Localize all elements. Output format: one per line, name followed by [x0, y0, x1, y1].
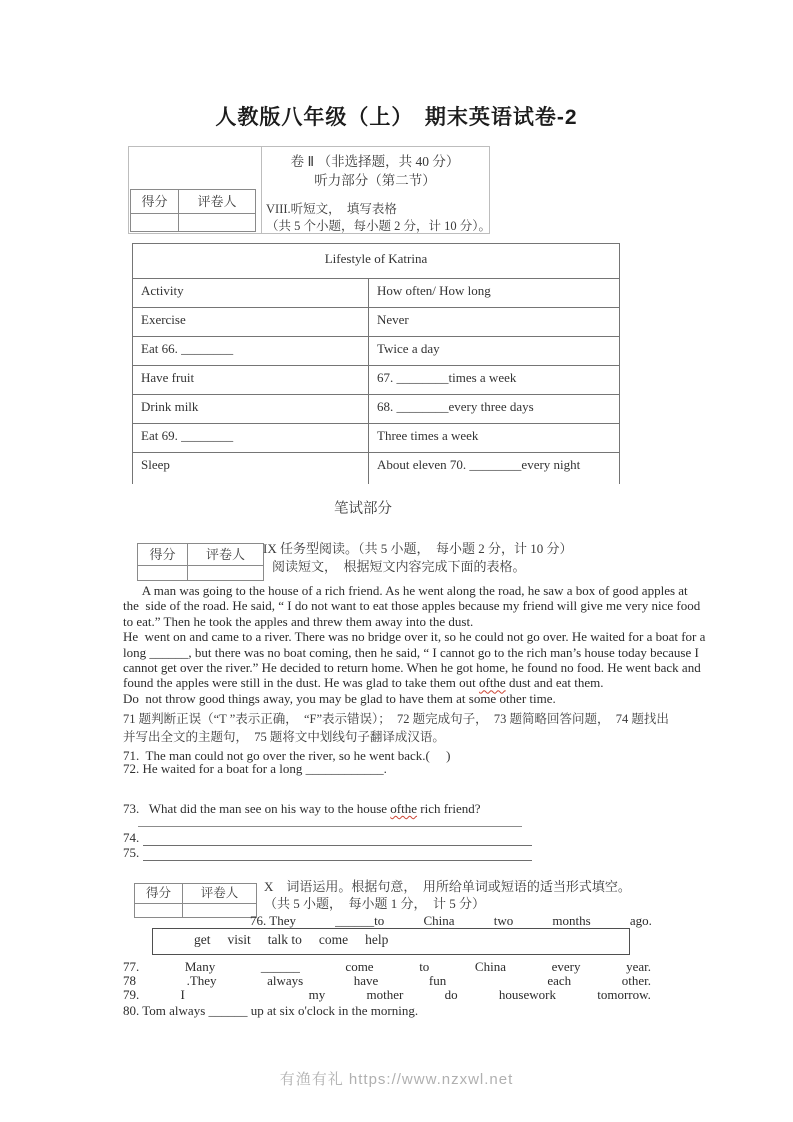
question-71: 71. The man could not go over the river, so he went back.( )	[123, 748, 451, 763]
question-74-label: 74.	[123, 830, 140, 845]
misspelled-word: ofthe	[478, 675, 506, 691]
questions-note-line1: 71 题判断正误（“T ”表示正确， “F”表示错误）； 72 题完成句子， 73 题简略回答问题， 74 题找出	[123, 712, 669, 726]
grader-value-cell	[179, 214, 255, 231]
questions-note-line2: 并写出全文的主题句， 75 题将文中划线句子翻译成汉语。	[123, 730, 445, 744]
frequency-cell: About eleven 70. ________every night	[377, 457, 581, 472]
frequency-cell: How often/ How long	[377, 283, 491, 298]
question-73: 73. What did the man see on his way to the house ofthe rich friend?	[123, 801, 481, 816]
answer-line-73	[138, 813, 522, 827]
frequency-cell: 67. ________times a week	[377, 370, 517, 385]
question-80: 80. Tom always ______ up at six o'clock in the morning.	[123, 1003, 419, 1018]
grader-value-cell	[188, 566, 263, 580]
question-75-label: 75.	[123, 845, 140, 860]
score-value-cell	[135, 904, 183, 917]
passage-line: Do not throw good things away, you may be glad to have them at some other time.	[123, 690, 556, 706]
word-bank-item: help	[365, 932, 389, 947]
section-ix-instruction-line1: IX 任务型阅读。（共 5 小题， 每小题 2 分，计 10 分）	[263, 541, 573, 556]
activity-cell: Drink milk	[133, 395, 369, 423]
misspelled-word: ofthe	[390, 801, 418, 816]
grader-label: 评卷人	[197, 194, 237, 209]
katrina-lifestyle-table	[132, 243, 620, 484]
table-row	[133, 279, 619, 308]
score-label: 得分	[131, 190, 179, 213]
table-row	[133, 424, 619, 453]
question-78: 78 .They always have fun each other.	[123, 973, 651, 988]
grader-label: 评卷人	[200, 886, 239, 900]
section-x-instruction-line1: X 词语运用。根据句意， 用所给单词或短语的适当形式填空。	[264, 879, 631, 894]
frequency-cell: Never	[377, 312, 409, 327]
word-bank-item: talk to	[267, 932, 302, 947]
table-row	[133, 308, 619, 337]
passage-line: cannot get over the river.” He decided to return home. When he got home, he found no food. He went back and	[123, 659, 701, 675]
score-value-cell	[131, 214, 179, 231]
passage-line: to eat.” Then he took the apples and threw them away into the dust.	[123, 613, 474, 629]
frequency-cell: 68. ________every three days	[377, 399, 534, 414]
frequency-cell: Twice a day	[377, 341, 440, 356]
activity-cell: Have fruit	[133, 366, 369, 394]
passage-line: the side of the road. He said, “ I do not want to eat those apples because my friend will give me very nice food	[123, 598, 701, 614]
katrina-table-title: Lifestyle of Katrina	[133, 244, 619, 279]
word-bank-item: visit	[227, 932, 251, 947]
word-bank-box	[152, 928, 630, 955]
page-title: 人教版八年级（上） 期末英语试卷-2	[215, 106, 578, 129]
table-row	[133, 453, 619, 484]
question-76: 76. They ______to China two months ago.	[250, 913, 652, 928]
passage-line: found the apples were still in the dust. He was glad to take them out ofthe dust and eat them.	[123, 675, 604, 691]
activity-cell: Eat 66. ________	[133, 337, 369, 365]
table-row	[133, 366, 619, 395]
passage-line: He went on and came to a river. There was no bridge over it, so he could not go over. He waited for a boat for a	[123, 629, 706, 645]
question-77: 77. Many ______ come to China every year.	[123, 959, 651, 974]
score-box-section-x	[134, 883, 257, 918]
score-box-section-ix	[137, 543, 264, 581]
activity-cell: Activity	[133, 279, 369, 307]
activity-cell: Sleep	[133, 453, 369, 484]
question-74	[123, 830, 532, 846]
question-75	[123, 845, 532, 861]
passage-line: long ______, but there was no boat coming, then he said, “ I cannot go to the rich man’s house today because I	[123, 644, 699, 660]
question-72: 72. He waited for a boat for a long ____________.	[123, 761, 387, 776]
score-label: 得分	[135, 884, 183, 903]
volume-heading: 卷 Ⅱ （非选择题，共 40 分）	[290, 154, 460, 169]
passage-line: A man was going to the house of a rich friend. As he went along the road, he saw a box of good apples at	[123, 583, 688, 598]
grader-label: 评卷人	[205, 547, 245, 562]
answer-line-75	[143, 848, 532, 861]
score-box-listening	[130, 189, 256, 232]
listening-part-heading: 听力部分（第二节）	[314, 173, 436, 188]
table-row	[133, 337, 619, 366]
table-row	[133, 395, 619, 424]
score-value-cell	[138, 566, 188, 580]
word-bank-item: get	[194, 932, 211, 947]
section-viii-task-line1: VIII.听短文， 填写表格	[266, 202, 397, 216]
section-x-instruction-line2: （共 5 小题， 每小题 1 分， 计 5 分）	[264, 896, 486, 911]
grader-value-cell	[183, 904, 256, 917]
word-bank-item: come	[318, 932, 349, 947]
written-part-heading: 笔试部分	[334, 501, 392, 517]
score-label: 得分	[138, 544, 188, 565]
activity-cell: Exercise	[133, 308, 369, 336]
reading-passage	[123, 583, 706, 706]
watermark-footer: 有渔有礼 https://www.nzxwl.net	[279, 1071, 514, 1088]
section-viii-task-line2: （共 5 个小题，每小题 2 分，计 10 分）。	[266, 219, 492, 233]
frequency-cell: Three times a week	[377, 428, 479, 443]
question-79: 79. I my mother do housework tomorrow.	[123, 987, 651, 1002]
activity-cell: Eat 69. ________	[133, 424, 369, 452]
section-ix-instruction-line2: 阅读短文， 根据短文内容完成下面的表格。	[272, 559, 526, 574]
